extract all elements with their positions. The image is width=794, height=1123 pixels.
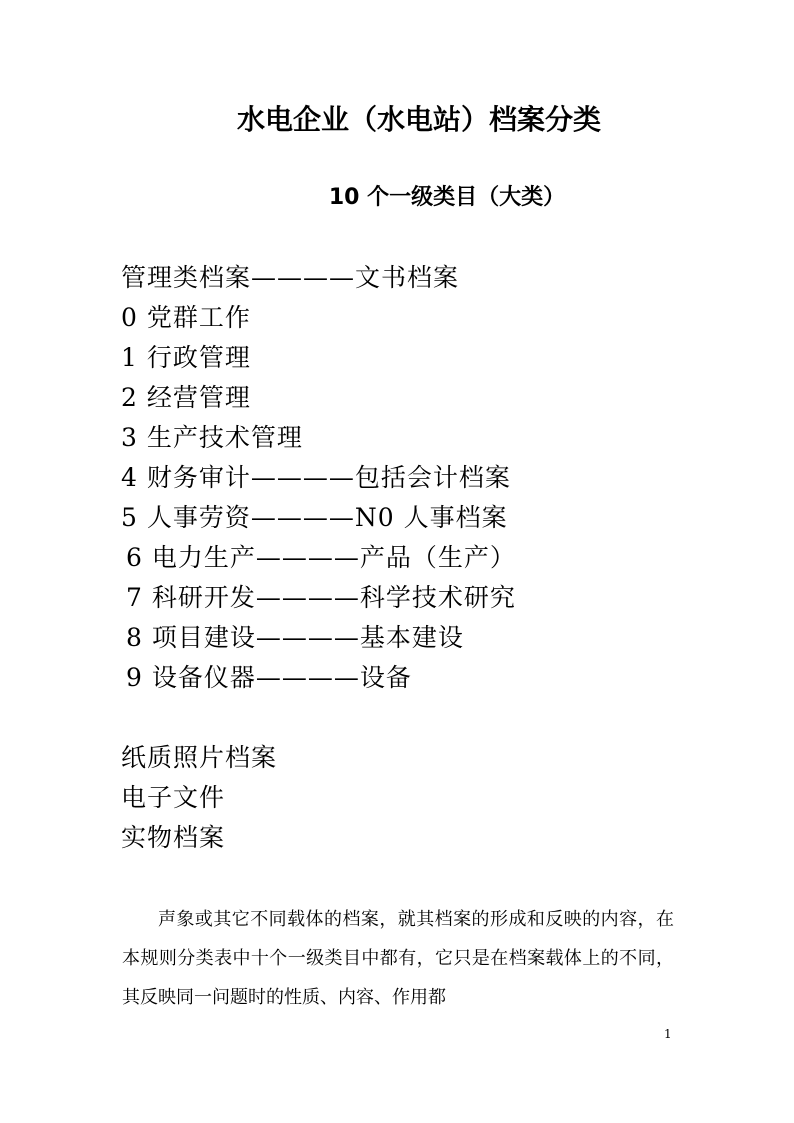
category-line-7: 7 科研开发————科学技术研究: [126, 583, 516, 612]
other-category-list: [121, 738, 277, 858]
page-number: 1: [664, 1027, 672, 1041]
other-category-physical: 实物档案: [121, 823, 226, 852]
document-title: 水电企业（水电站）档案分类: [236, 103, 601, 136]
body-paragraph: 声象或其它不同载体的档案，就其档案的形成和反映的内容，在本规则分类表中十个一级类目中都有，它只是在档案载体上的不同，其反映同一问题时的性质、内容、作用都: [122, 909, 674, 1008]
category-line-0: 0 党群工作: [121, 303, 251, 332]
category-line-3: 3 生产技术管理: [121, 423, 303, 452]
category-line-6: 6 电力生产————产品（生产）: [126, 543, 516, 572]
category-line-4: 4 财务审计————包括会计档案: [121, 463, 511, 492]
category-line-management: 管理类档案————文书档案: [121, 263, 460, 292]
other-category-photo: 纸质照片档案: [121, 743, 278, 772]
category-list: [121, 258, 516, 698]
category-line-2: 2 经营管理: [121, 383, 251, 412]
category-line-1: 1 行政管理: [121, 343, 251, 372]
category-line-9: 9 设备仪器————设备: [126, 663, 412, 692]
category-line-5: 5 人事劳资————N0 人事档案: [121, 503, 508, 532]
document-subtitle: 10 个一级类目（大类）: [328, 185, 566, 210]
other-category-electronic: 电子文件: [121, 783, 226, 812]
category-line-8: 8 项目建设————基本建设: [126, 623, 464, 652]
